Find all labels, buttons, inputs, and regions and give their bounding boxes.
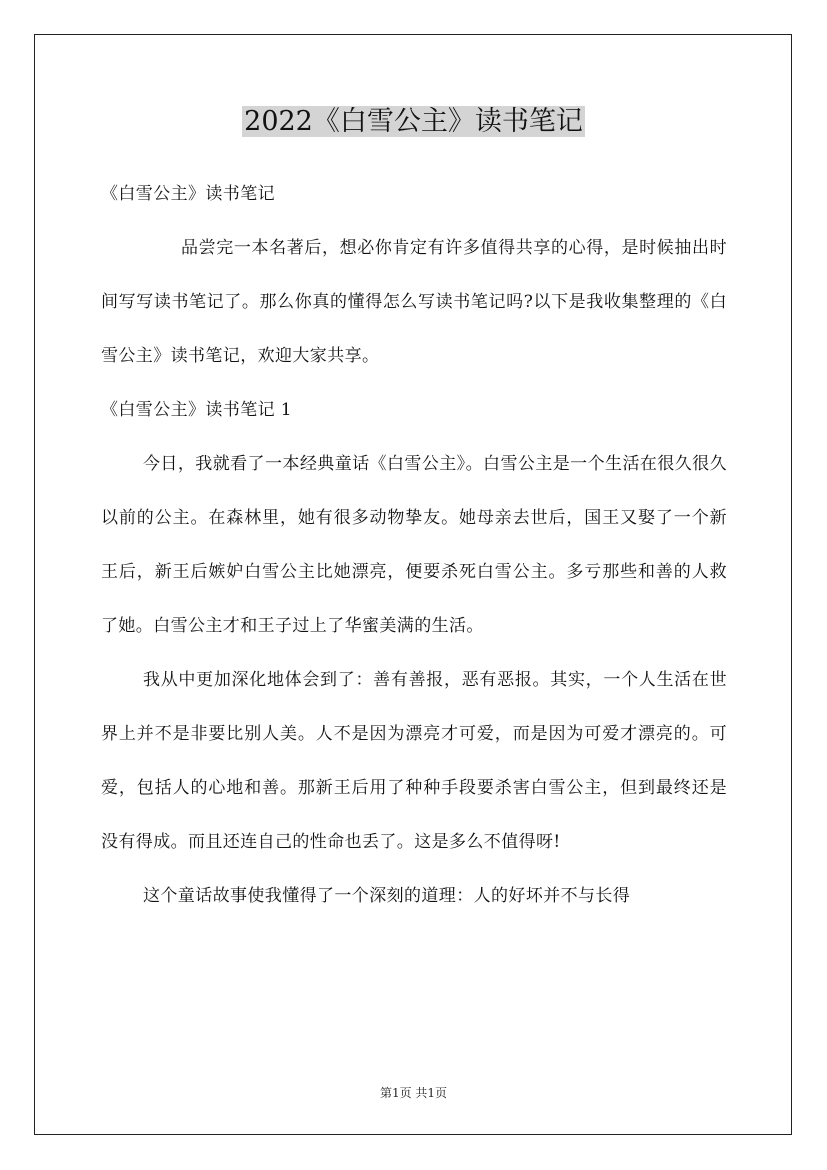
document-title xyxy=(0,102,827,142)
document-body xyxy=(101,167,727,923)
subheading: 《白雪公主》读书笔记 xyxy=(101,184,275,204)
body-paragraph-2: 我从中更加深化地体会到了：善有善报，恶有恶报。其实，一个人生活在世界上并不是非要比别人美。人不是因为漂亮才可爱，而是因为可爱才漂亮的。可爱，包括人的心地和善。那新王后用了种种手段要杀害白雪公主，但到最终还是没有得成。而且还连自己的性命也丢了。这是多么不值得呀! xyxy=(101,670,727,852)
document-title-text: 2022《白雪公主》读书笔记 xyxy=(244,106,583,137)
page-footer: 第1页 共1页 xyxy=(379,1086,448,1100)
body-paragraph-1: 今日，我就看了一本经典童话《白雪公主》。白雪公主是一个生活在很久很久以前的公主。在森林里，她有很多动物挚友。她母亲去世后，国王又娶了一个新王后，新王后嫉妒白雪公主比她漂亮，便要杀死白雪公主。多亏那些和善的人救了她。白雪公主才和王子过上了华蜜美满的生活。 xyxy=(101,454,727,636)
section-heading: 《白雪公主》读书笔记 1 xyxy=(101,400,293,420)
intro-paragraph: 品尝完一本名著后，想必你肯定有许多值得共享的心得，是时候抽出时间写写读书笔记了。那么你真的懂得怎么写读书笔记吗?以下是我收集整理的《白雪公主》读书笔记，欢迎大家共享。 xyxy=(101,238,727,366)
body-paragraph-3: 这个童话故事使我懂得了一个深刻的道理：人的好坏并不与长得 xyxy=(143,886,631,906)
